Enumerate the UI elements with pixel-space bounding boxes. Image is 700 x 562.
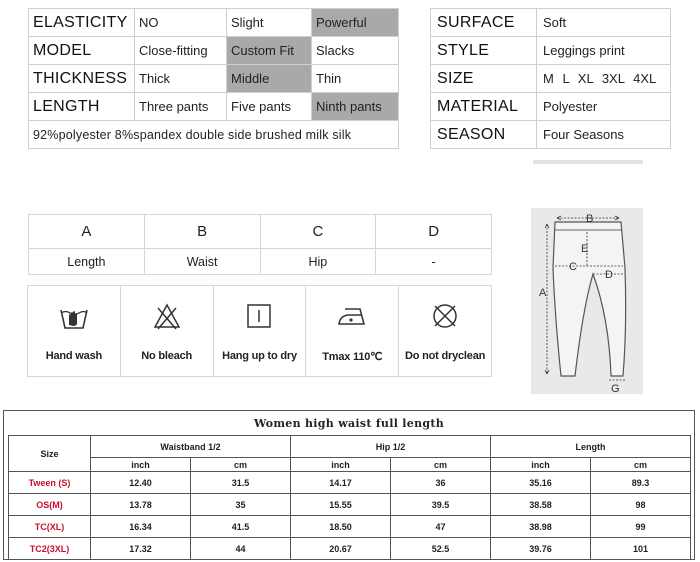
attr-row-thickness [29, 65, 399, 93]
table-cell: 98 [591, 494, 691, 516]
attr-option: Thin [312, 65, 399, 93]
spec-value: Four Seasons [537, 121, 671, 149]
attr-label: THICKNESS [29, 65, 135, 93]
group-header: Length [491, 436, 691, 458]
iron-icon [336, 300, 368, 332]
diagram-label-a: A [539, 287, 547, 299]
table-cell: 13.78 [91, 494, 191, 516]
size-chart-units-row [9, 458, 691, 472]
table-cell: 15.55 [291, 494, 391, 516]
table-cell: 20.67 [291, 538, 391, 560]
table-row [9, 494, 691, 516]
diagram-label-c: C [569, 261, 577, 273]
spec-label: SEASON [431, 121, 537, 149]
care-item-no-dryclean [399, 286, 491, 376]
size-chart [3, 410, 695, 560]
spec-row-size [431, 65, 671, 93]
no-bleach-icon [151, 300, 183, 332]
measurement-key-table [28, 214, 492, 275]
attr-row-elasticity [29, 9, 399, 37]
care-label: No bleach [141, 350, 193, 362]
care-label: Tmax 110℃ [322, 351, 383, 363]
attr-option: Three pants [135, 93, 227, 121]
table-cell: 12.40 [91, 472, 191, 494]
unit-header: inch [491, 458, 591, 472]
size-chart-title: Women high waist full length [253, 417, 445, 430]
table-row [9, 538, 691, 560]
measure-name: Length [29, 249, 145, 275]
diagram-label-e: E [581, 243, 589, 255]
spec-row-surface [431, 9, 671, 37]
table-cell: 41.5 [191, 516, 291, 538]
product-specs-table [430, 8, 671, 149]
attr-option: Slight [227, 9, 312, 37]
measure-letter: C [260, 215, 376, 249]
size-header: Size [9, 436, 91, 472]
attr-label: ELASTICITY [29, 9, 135, 37]
attr-row-length [29, 93, 399, 121]
product-attributes-table [28, 8, 399, 149]
spec-label: SIZE [431, 65, 537, 93]
table-row [9, 472, 691, 494]
unit-header: cm [591, 458, 691, 472]
spec-label: MATERIAL [431, 93, 537, 121]
divider [533, 160, 643, 164]
hang-dry-icon [243, 300, 275, 332]
attr-row-model [29, 37, 399, 65]
table-cell: 44 [191, 538, 291, 560]
unit-header: cm [191, 458, 291, 472]
table-cell: 16.34 [91, 516, 191, 538]
unit-header: cm [391, 458, 491, 472]
measurement-names-row [29, 249, 492, 275]
table-cell: 38.98 [491, 516, 591, 538]
size-chart-header-row [9, 436, 691, 458]
table-cell: 36 [391, 472, 491, 494]
diagram-label-g: G [611, 383, 620, 394]
measure-letter: B [144, 215, 260, 249]
hand-wash-icon [58, 300, 90, 332]
pants-measurement-diagram [531, 208, 643, 394]
table-cell: 89.3 [591, 472, 691, 494]
table-cell: 52.5 [391, 538, 491, 560]
fabric-composition: 92%polyester 8%spandex double side brushed milk silk [29, 121, 399, 149]
attr-option-selected: Middle [227, 65, 312, 93]
table-cell: 17.32 [91, 538, 191, 560]
diagram-label-b: B [586, 213, 594, 225]
care-item-hand-wash [28, 286, 121, 376]
attr-option: Slacks [312, 37, 399, 65]
care-label: Do not dryclean [405, 350, 486, 362]
attr-row-fabric [29, 121, 399, 149]
attr-label: LENGTH [29, 93, 135, 121]
attr-option-selected: Powerful [312, 9, 399, 37]
size-name: OS(M) [9, 494, 91, 516]
care-item-no-bleach [121, 286, 214, 376]
table-cell: 14.17 [291, 472, 391, 494]
size-name: Tween (S) [9, 472, 91, 494]
spec-value: Leggings print [537, 37, 671, 65]
spec-row-style [431, 37, 671, 65]
spec-label: SURFACE [431, 9, 537, 37]
table-cell: 47 [391, 516, 491, 538]
group-header: Waistband 1/2 [91, 436, 291, 458]
group-header: Hip 1/2 [291, 436, 491, 458]
spec-row-material [431, 93, 671, 121]
care-item-hang-dry [214, 286, 307, 376]
table-cell: 35.16 [491, 472, 591, 494]
attr-option: NO [135, 9, 227, 37]
pants-outline-icon [531, 208, 643, 394]
no-dryclean-icon [429, 300, 461, 332]
care-label: Hand wash [45, 350, 103, 362]
measure-name: - [376, 249, 492, 275]
attr-option: Five pants [227, 93, 312, 121]
table-cell: 18.50 [291, 516, 391, 538]
table-cell: 38.58 [491, 494, 591, 516]
measure-letter: D [376, 215, 492, 249]
unit-header: inch [91, 458, 191, 472]
attr-option: Thick [135, 65, 227, 93]
diagram-label-d: D [605, 269, 613, 281]
measure-letter: A [29, 215, 145, 249]
measure-name: Waist [144, 249, 260, 275]
attr-option: Close-fitting [135, 37, 227, 65]
measurement-letters-row [29, 215, 492, 249]
size-chart-table [8, 435, 691, 560]
table-cell: 35 [191, 494, 291, 516]
attr-option-selected: Custom Fit [227, 37, 312, 65]
attr-label: MODEL [29, 37, 135, 65]
spec-label: STYLE [431, 37, 537, 65]
spec-row-season [431, 121, 671, 149]
size-name: TC2(3XL) [9, 538, 91, 560]
unit-header: inch [291, 458, 391, 472]
care-instructions [27, 285, 492, 377]
table-cell: 39.5 [391, 494, 491, 516]
spec-value: Soft [537, 9, 671, 37]
care-item-iron [306, 286, 399, 376]
attr-option-selected: Ninth pants [312, 93, 399, 121]
table-row [9, 516, 691, 538]
size-name: TC(XL) [9, 516, 91, 538]
spec-value: Polyester [537, 93, 671, 121]
care-label: Hang up to dry [222, 350, 297, 362]
table-cell: 99 [591, 516, 691, 538]
table-cell: 101 [591, 538, 691, 560]
spec-value: M L XL 3XL 4XL [537, 65, 671, 93]
table-cell: 39.76 [491, 538, 591, 560]
measure-name: Hip [260, 249, 376, 275]
table-cell: 31.5 [191, 472, 291, 494]
